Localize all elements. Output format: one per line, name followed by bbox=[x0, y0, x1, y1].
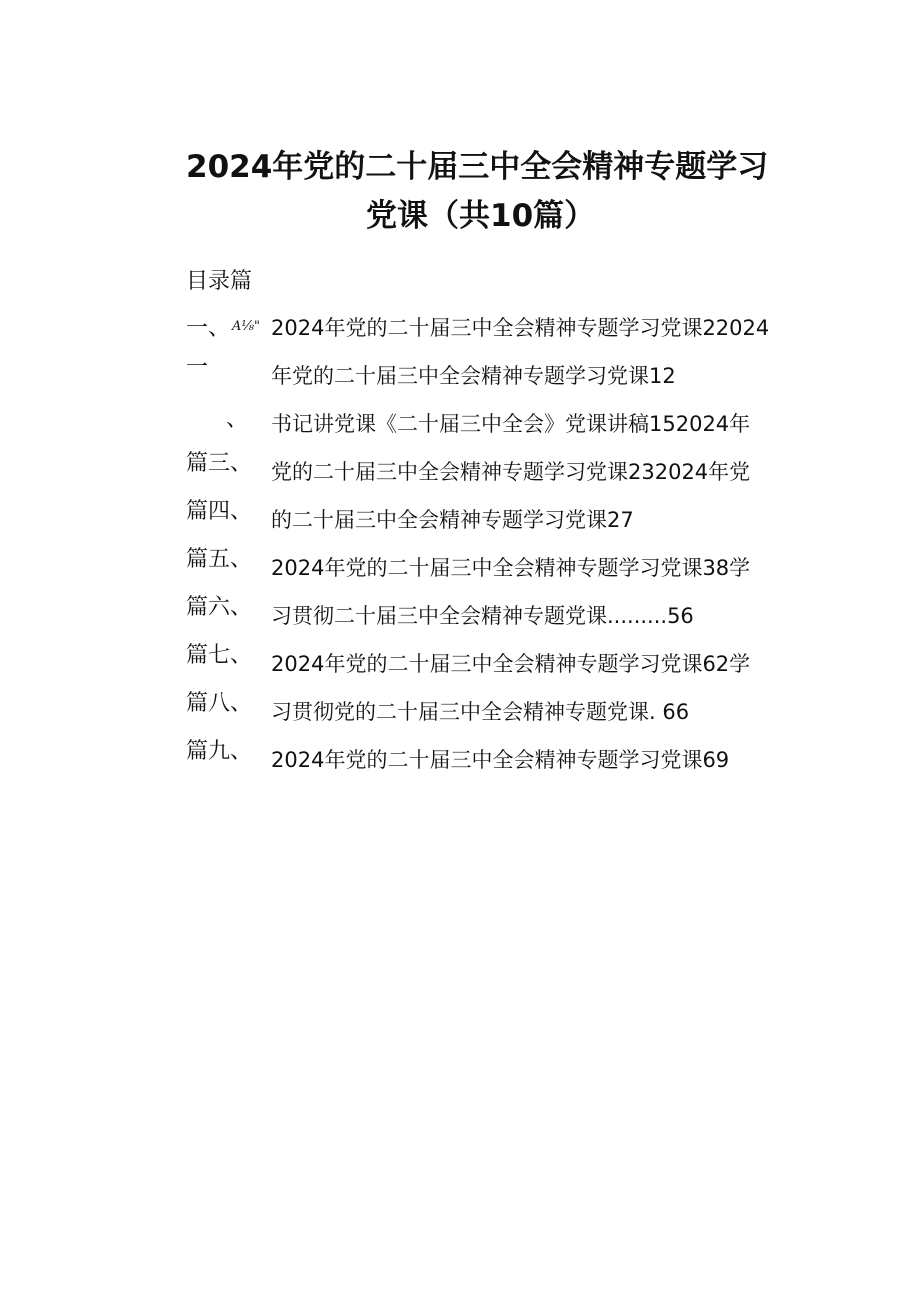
toc-entry-3: 书记讲党课《二十届三中全会》党课讲稿152024年 bbox=[271, 412, 751, 436]
toc-label-1: 一、 bbox=[186, 316, 231, 341]
toc-entry-2: 年党的二十届三中全会精神专题学习党课12 bbox=[271, 364, 676, 388]
toc-entry-1: 2024年党的二十届三中全会精神专题学习党课22024 bbox=[271, 316, 770, 340]
toc-label-4: 篇三、 bbox=[186, 451, 253, 476]
toc-label-3: 、 bbox=[226, 407, 249, 432]
toc-heading: 目录篇 bbox=[186, 269, 253, 294]
toc-entry-10: 2024年党的二十届三中全会精神专题学习党课69 bbox=[271, 748, 730, 772]
toc-entry-4: 党的二十届三中全会精神专题学习党课232024年党 bbox=[271, 460, 751, 484]
toc-label-6: 篇五、 bbox=[186, 547, 253, 572]
document-title-line-2: 党课（共10篇） bbox=[366, 198, 596, 234]
toc-entry-9: 习贯彻党的二十届三中全会精神专题党课. 66 bbox=[271, 700, 690, 724]
toc-entry-7: 习贯彻二十届三中全会精神专题党课.........56 bbox=[271, 604, 694, 628]
toc-label-5: 篇四、 bbox=[186, 499, 253, 524]
toc-label-10: 篇九、 bbox=[186, 739, 253, 764]
toc-label-2: 一 bbox=[186, 355, 209, 380]
document-title-line-1: 2024年党的二十届三中全会精神专题学习 bbox=[186, 149, 769, 185]
toc-entry-5: 的二十届三中全会精神专题学习党课27 bbox=[271, 508, 634, 532]
toc-entry-8: 2024年党的二十届三中全会精神专题学习党课62学 bbox=[271, 652, 751, 676]
toc-label-8: 篇七、 bbox=[186, 643, 253, 668]
toc-small-glyph: A⅛" bbox=[232, 319, 260, 334]
toc-label-9: 篇八、 bbox=[186, 691, 253, 716]
toc-entry-6: 2024年党的二十届三中全会精神专题学习党课38学 bbox=[271, 556, 751, 580]
toc-label-7: 篇六、 bbox=[186, 595, 253, 620]
